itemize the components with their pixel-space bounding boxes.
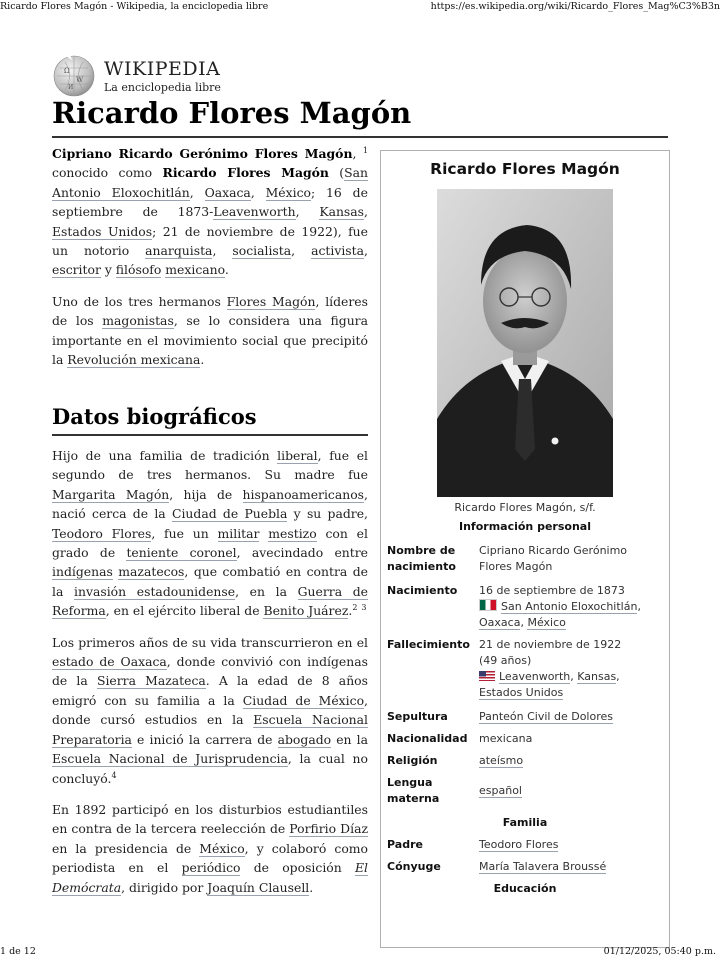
article-link[interactable]: Leavenworth bbox=[499, 670, 571, 683]
article-link[interactable]: periódico bbox=[181, 860, 241, 876]
section-divider bbox=[52, 434, 368, 436]
value-father bbox=[479, 837, 663, 853]
print-header-url[interactable]: https://es.wikipedia.org/wiki/Ricardo_Flores_Mag%C3%B3n bbox=[430, 1, 720, 12]
article-link[interactable]: escritor bbox=[52, 262, 101, 278]
section-paragraph: En 1892 participó en los disturbios estudiantiles en contra de la tercera reelección de Porfirio Díaz en la presidencia de México, y colaboró como periodista en el periódico de oposición El Demócrata, dirigido por Joaquín Clausell. bbox=[52, 801, 368, 895]
article-link[interactable]: mazatecos bbox=[118, 564, 185, 580]
article-link[interactable]: Oaxaca bbox=[204, 184, 251, 200]
svg-text:W: W bbox=[76, 76, 84, 84]
label-burial: Sepultura bbox=[387, 710, 448, 723]
print-footer bbox=[0, 946, 720, 960]
reference-marker[interactable]: 1 bbox=[362, 145, 368, 155]
label-religion: Religión bbox=[387, 754, 438, 767]
label-nationality: Nacionalidad bbox=[387, 732, 468, 745]
article-link[interactable]: ateísmo bbox=[479, 754, 524, 767]
print-header-title: Ricardo Flores Magón - Wikipedia, la enciclopedia libre bbox=[0, 1, 269, 12]
intro-paragraph: Uno de los tres hermanos Flores Magón, líderes de los magonistas, se lo considera una figura importante en el movimiento social que precipitó la Revolución mexicana. bbox=[52, 293, 368, 368]
article-intro bbox=[52, 144, 368, 381]
label-spouse: Cónyuge bbox=[387, 860, 441, 873]
article-link[interactable]: Leavenworth bbox=[213, 204, 296, 220]
section-paragraph: Hijo de una familia de tradición liberal, fue el segundo de tres hermanos. Su madre fue Margarita Magón, hija de hispanoamericanos, nació cerca de la Ciudad de Puebla y su padre, Teodoro Flores, fue un militar mestizo con el grado de teniente coronel, avecindado entre indígenas mazatecos, que combatió en contra de la invasión estadounidense, en la Guerra de Reforma, en el ejército liberal de Benito Juárez.$^2$ $^3$ bbox=[52, 448, 369, 619]
value-religion bbox=[479, 753, 663, 769]
article-link[interactable]: mexicano bbox=[165, 262, 225, 278]
page-count: 1 de 12 bbox=[0, 946, 36, 957]
article-section-body bbox=[52, 446, 368, 909]
article-link[interactable]: Teodoro Flores bbox=[52, 525, 152, 541]
article-link[interactable]: El Demócrata bbox=[52, 860, 368, 895]
value-spouse bbox=[479, 859, 663, 875]
article-link[interactable]: Benito Juárez bbox=[263, 603, 349, 619]
section-heading: Datos biográficos bbox=[52, 404, 257, 429]
print-header bbox=[0, 0, 720, 14]
intro-paragraph: Cipriano Ricardo Gerónimo Flores Magón, $^1$ conocido como Ricardo Flores Magón (San Antonio Eloxochitlán, Oaxaca, México; 16 de septiembre de 1873-Leavenworth, Kansas, Estados Unidos; 21 de noviembre de 1922), fue un notorio anarquista, socialista, activista, escritor y filósofo mexicano. bbox=[52, 145, 369, 278]
infobox bbox=[380, 150, 670, 948]
label-birth: Nacimiento bbox=[387, 584, 458, 597]
article-link[interactable]: magonistas bbox=[102, 313, 174, 329]
label-father: Padre bbox=[387, 838, 423, 851]
title-divider bbox=[52, 136, 668, 138]
article-link[interactable]: Kansas bbox=[577, 670, 617, 683]
value-mother-tongue bbox=[479, 783, 663, 799]
article-link[interactable]: socialista bbox=[232, 243, 292, 259]
svg-text:Ω: Ω bbox=[64, 67, 70, 75]
article-link[interactable]: México bbox=[265, 184, 311, 200]
print-timestamp: 01/12/2025, 05:40 p.m. bbox=[603, 946, 716, 957]
article-link[interactable]: Estados Unidos bbox=[479, 686, 564, 699]
article-link[interactable]: Guerra de Reforma bbox=[52, 583, 369, 619]
article-link[interactable]: Revolución mexicana bbox=[67, 352, 201, 368]
article-link[interactable]: invasión estadounidense bbox=[74, 583, 236, 599]
article-link[interactable]: México bbox=[199, 840, 245, 856]
page-title: Ricardo Flores Magón bbox=[52, 96, 412, 130]
section-paragraph: Los primeros años de su vida transcurrieron en el estado de Oaxaca, donde convivió con indígenas de la Sierra Mazateca. A la edad de 8 años emigró con su familia a la Ciudad de México, donde cursó estudios en la Escuela Nacional Preparatoria e inició la carrera de abogado en la Escuela Nacional de Jurisprudencia, la cual no concluyó.$^4$ bbox=[52, 634, 368, 786]
mexico-flag-icon bbox=[479, 599, 497, 611]
article-link[interactable]: Escuela Nacional Preparatoria bbox=[52, 712, 368, 747]
infobox-title: Ricardo Flores Magón bbox=[430, 160, 620, 178]
usa-flag-icon bbox=[479, 671, 495, 681]
label-mother-tongue: Lengua materna bbox=[387, 776, 440, 805]
infobox-section-personal: Información personal bbox=[459, 520, 591, 533]
value-burial bbox=[479, 709, 663, 725]
article-link[interactable]: María Talavera Broussé bbox=[479, 860, 607, 873]
article-link[interactable]: anarquista bbox=[145, 243, 213, 259]
article-link[interactable]: Panteón Civil de Dolores bbox=[479, 710, 613, 723]
article-link[interactable]: Margarita Magón bbox=[52, 486, 170, 502]
article-link[interactable]: Joaquín Clausell bbox=[207, 879, 310, 895]
reference-marker[interactable]: 3 bbox=[361, 603, 367, 613]
value-birth: 16 de septiembre de 1873 San Antonio Eloxochitlán, Oaxaca, México bbox=[479, 584, 641, 629]
article-link[interactable]: hispanoamericanos bbox=[242, 486, 365, 502]
article-link[interactable]: Kansas bbox=[319, 204, 365, 220]
globe-icon bbox=[52, 54, 96, 98]
logo-wordmark: WIKIPEDIA bbox=[104, 58, 221, 80]
reference-marker[interactable]: 2 bbox=[352, 603, 358, 613]
article-link[interactable]: Sierra Mazateca bbox=[96, 673, 206, 689]
photo-caption: Ricardo Flores Magón, s/f. bbox=[454, 501, 596, 514]
article-link[interactable]: Teodoro Flores bbox=[479, 838, 559, 851]
infobox-section-education: Educación bbox=[493, 882, 557, 895]
reference-marker[interactable]: 4 bbox=[111, 770, 117, 780]
article-link[interactable]: Flores Magón bbox=[226, 293, 316, 309]
value-birth-name: Cipriano Ricardo Gerónimo Flores Magón bbox=[479, 544, 628, 573]
article-link[interactable]: San Antonio Eloxochitlán bbox=[501, 600, 638, 613]
article-link[interactable]: Ciudad de México bbox=[242, 692, 365, 708]
value-death: 21 de noviembre de 1922 (49 años) Leavenworth, Kansas, Estados Unidos bbox=[479, 638, 622, 699]
label-birth-name: Nombre de nacimiento bbox=[387, 544, 456, 573]
article-link[interactable]: activista bbox=[311, 243, 365, 259]
value-nationality: mexicana bbox=[479, 732, 533, 745]
svg-text:И: И bbox=[68, 84, 74, 91]
article-link[interactable]: abogado bbox=[277, 731, 332, 747]
logo-tagline: La enciclopedia libre bbox=[104, 81, 221, 94]
article-link[interactable]: San Antonio Eloxochitlán bbox=[52, 165, 369, 200]
article-link[interactable]: liberal bbox=[277, 448, 318, 463]
article-link[interactable]: filósofo bbox=[115, 262, 162, 278]
article-link[interactable]: indígenas bbox=[52, 564, 113, 580]
article-link[interactable]: estado de Oaxaca bbox=[52, 654, 167, 670]
portrait-photo[interactable] bbox=[437, 189, 613, 497]
article-link[interactable]: militar bbox=[217, 525, 260, 541]
article-link[interactable]: Escuela Nacional de Jurisprudencia bbox=[52, 751, 288, 767]
article-link[interactable]: Porfirio Díaz bbox=[289, 821, 368, 837]
article-link[interactable]: teniente coronel bbox=[126, 545, 237, 561]
label-death: Fallecimiento bbox=[387, 638, 470, 651]
article-link[interactable]: mestizo bbox=[268, 525, 317, 541]
article-link[interactable]: Ciudad de Puebla bbox=[171, 506, 288, 522]
infobox-section-family: Familia bbox=[502, 816, 548, 829]
article-link[interactable]: México bbox=[527, 616, 566, 629]
article-link[interactable]: Oaxaca bbox=[479, 616, 521, 629]
article-link[interactable]: Estados Unidos bbox=[52, 223, 153, 239]
wikipedia-logo[interactable] bbox=[52, 54, 252, 98]
article-link[interactable]: español bbox=[479, 784, 522, 797]
